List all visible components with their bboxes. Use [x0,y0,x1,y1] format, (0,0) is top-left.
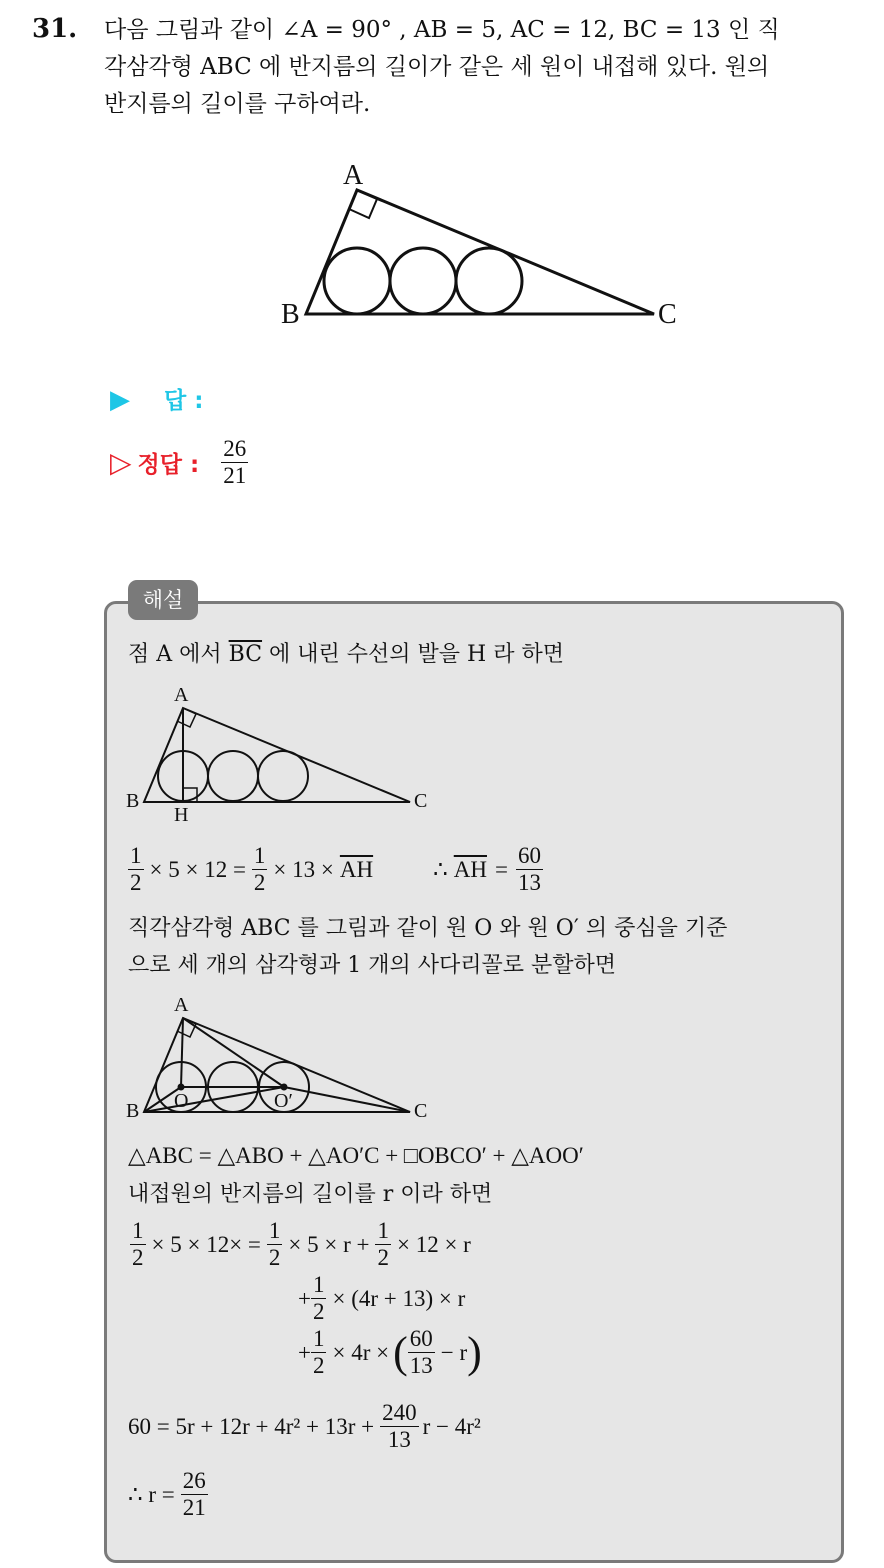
final-result: ∴ r = $\frac{26}{21}$ [128,1468,206,1521]
solution-text-2a: 직각삼각형 ABC 를 그림과 같이 원 O 와 원 O′ 의 중심을 기준 [128,916,728,941]
equation-expanded: 60 = 5r + 12r + 4r² + 13r + $\frac{240}{13}$ r − 4r² [128,1400,481,1453]
correct-answer-row [110,436,248,490]
answer-row [110,382,203,415]
vertex-label-a: A [343,160,364,191]
fig3-label-a: A [174,994,189,1016]
correct-answer-label: 정답 : [137,452,200,479]
incircle-1 [324,248,390,314]
solution-tag: 해설 [128,580,198,620]
answer-arrow-icon: ▶ [110,385,130,415]
solution-text-2b: 으로 세 개의 삼각형과 1 개의 사다리꼴로 분할하면 [128,953,616,978]
fig3-label-b: B [126,1100,140,1122]
problem-text: 다음 그림과 같이 ∠A = 90° , AB = 5, AC = 12, BC = 13 인 직 각삼각형 ABC 에 반지름의 길이가 같은 세 원이 내접해 있다. 원의 반지름의 길이를 구하여라. [104,17,780,117]
fig2-label-a: A [174,684,189,706]
equation-area-line-2: + $\frac{1}{2}$ × (4r + 13) × r [298,1272,466,1325]
problem-number: 31. [32,14,78,44]
solution-text-3: 내접원의 반지름의 길이를 r 이라 하면 [128,1182,493,1207]
incircle-2 [390,248,456,314]
equation-area-line-1: $\frac{1}{2}$ × 5 × 12× = $\frac{1}{2}$ × 5 × r + $\frac{1}{2}$ × 12 × r [132,1218,471,1271]
fig3-label-o: O [174,1090,189,1112]
correct-arrow-icon: ▷ [110,446,132,480]
area-decomposition-equation: △ABC = △ABO + △AO′C + □OBCO′ + △AOO′ [128,1143,584,1168]
incircle-3 [456,248,522,314]
fig2-label-b: B [126,790,140,812]
fig2-label-c: C [414,790,428,812]
answer-label: 답 : [164,388,204,414]
fig2-label-h: H [174,804,189,826]
vertex-label-b: B [281,299,300,330]
vertex-label-c: C [658,299,677,330]
fig3-label-c: C [414,1100,428,1122]
correct-answer-value: $\frac{26}{21}$ [223,436,247,489]
solution-line-1: 점 A 에서 $\overline{BC}$ 에 내린 수선의 발을 H 라 하면 [128,642,564,667]
fig3-label-o-prime: O′ [274,1090,293,1112]
equation-altitude: $\frac{1}{2}$ × 5 × 12 = $\frac{1}{2}$ × 13 × $\overline{AH}$ ∴ $\overline{AH}$ = $\frac{60}{13}$ [130,843,541,896]
equation-area-line-3: + $\frac{1}{2}$ × 4r × ( $\frac{60}{13}$ − r ) [298,1326,482,1379]
